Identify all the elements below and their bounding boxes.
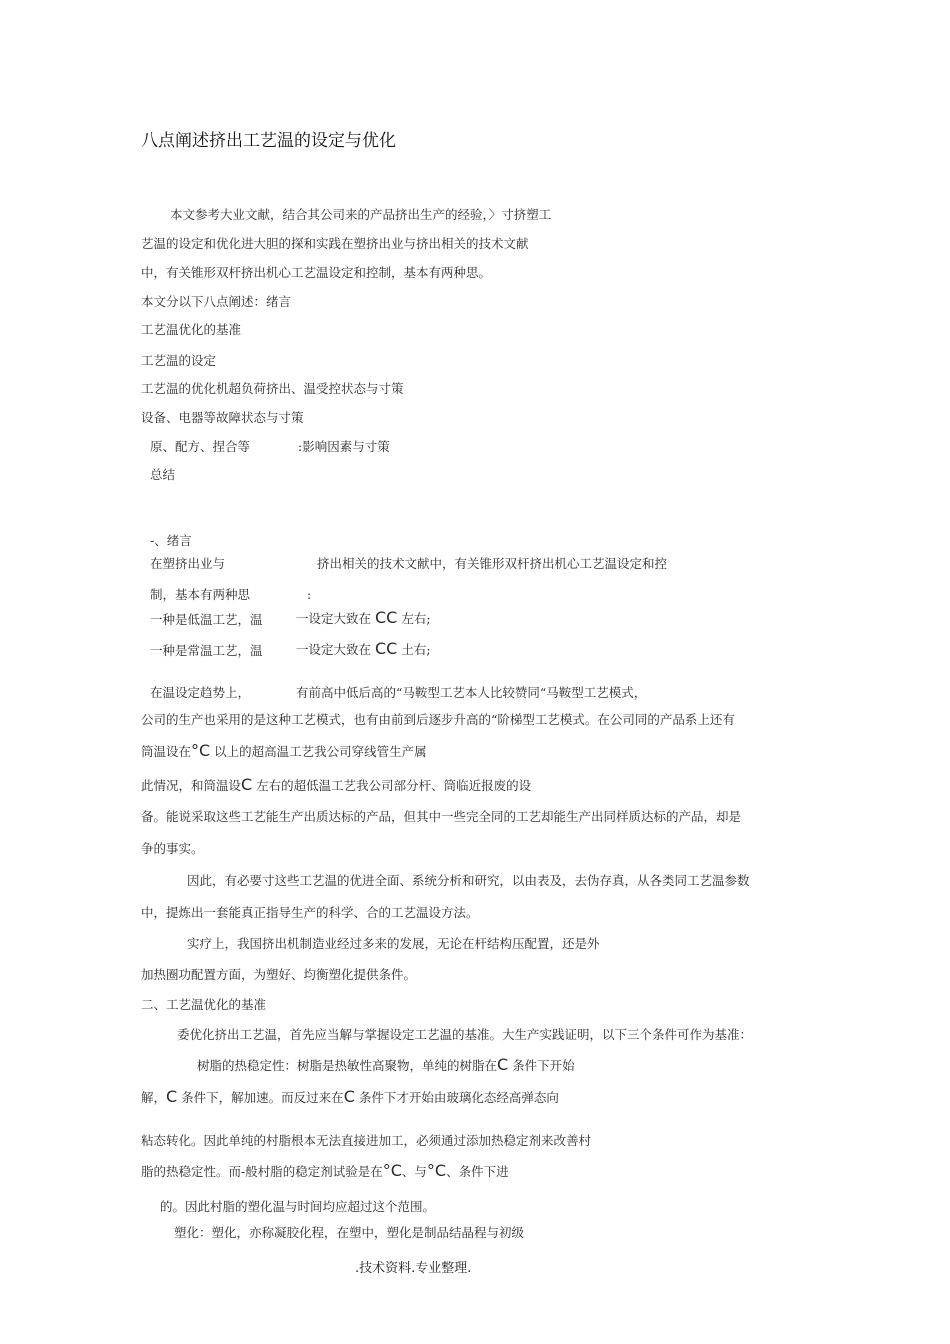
toc-item: 设备、电器等故障状态与寸策: [141, 410, 304, 425]
text-span: 脂的热稳定性。而-般村脂的稳定剂试验是在: [141, 1164, 383, 1179]
text-span: 、与: [401, 1164, 427, 1179]
temp-unit: CC: [375, 639, 398, 658]
paragraph-text: 的。因此村脂的塑化温与时间均应超过这个范围。: [160, 1199, 436, 1214]
low-temp-text: 一种是低温工艺，温: [150, 612, 263, 627]
low-temp-text: 一设定大致在: [296, 611, 372, 626]
paragraph-text: 实疗上，我国挤出机制造业经过多来的发展，无论在杆结构压配置，还是外: [187, 936, 600, 951]
temp-unit: C: [241, 775, 253, 794]
toc-item: :影响因素与寸策: [298, 439, 390, 454]
paragraph-text: [141, 1163, 509, 1180]
text-span: 筒温设在: [141, 744, 192, 759]
paragraph-text: 挤出相关的技术文献中，有关锥形双杆挤出机心工艺温设定和控: [317, 556, 668, 571]
paragraph-text: 因此，有必要寸这些工艺温的优进全面、系统分析和研究，以由表及，去伪存真，从各类同工艺温参数: [187, 873, 750, 888]
paragraph-text: 委优化挤出工艺温，首先应当解与掌握设定工艺温的基准。大生产实践证明，以下三个条件可作为基准：: [177, 1027, 753, 1042]
normal-temp-text: 一种是常温工艺，温: [150, 643, 263, 658]
toc-item: 工艺温优化的基准: [141, 322, 242, 337]
toc-item: 工艺温的优化机超负荷挤出、温受控状态与寸策: [141, 381, 404, 396]
temp-unit: °C: [191, 741, 211, 760]
paragraph-text: 加热圈功配置方面，为塑好、均衡塑化提供条件。: [141, 967, 417, 982]
paragraph-text: 在温设定趋势上，: [150, 685, 251, 700]
text-span: 以上的超高温工艺我公司穿线管生产属: [214, 744, 427, 759]
paragraph-text: [141, 743, 427, 760]
text-span: 解，: [141, 1090, 167, 1105]
paragraph-text: :: [307, 587, 312, 602]
intro-line-1: 本文参考大业文献，结合其公司来的产品挤出生产的经验，〉寸挤塑工: [170, 207, 552, 222]
paragraph-text: 在塑挤出业与: [150, 556, 226, 571]
paragraph-text: [197, 1057, 575, 1074]
toc-item: 原、配方、捏合等: [150, 439, 251, 454]
normal-temp-setting: [296, 641, 431, 658]
intro-line-2: 艺温的设定和优化进大胆的探和实践在塑挤出业与挤出相关的技术文献: [141, 236, 529, 251]
low-temp-line: [150, 612, 263, 628]
toc-item: 工艺温的设定: [141, 353, 217, 368]
temp-unit: °C: [426, 1161, 447, 1180]
section-1-heading: -、绪言: [150, 533, 192, 548]
page-footer: .技术资料.专业整理.: [355, 1261, 472, 1276]
paragraph-text: 粘态转化。因此单纯的村脂根本无法直接进加工，必须通过添加热稳定剂来改善村: [141, 1133, 592, 1148]
normal-temp-text: 一设定大致在: [296, 642, 372, 657]
temp-unit: CC: [375, 608, 398, 627]
intro-line-4: 本文分以下八点阐述：绪言: [141, 294, 292, 309]
low-temp-setting: [296, 610, 431, 627]
text-span: 条件下才开始由玻璃化态经高弹态向: [358, 1090, 559, 1105]
low-temp-text: 左右;: [401, 611, 431, 626]
text-span: 此情况，和筒温设: [141, 778, 242, 793]
text-span: 条件下，解加速。而反过来在: [181, 1090, 344, 1105]
normal-temp-line: [150, 643, 263, 659]
temp-unit: °C: [382, 1161, 402, 1180]
toc-item: 总结: [150, 467, 176, 482]
paragraph-text: 中，提炼出一套能真正指导生产的科学、合的工艺温设方法。: [141, 905, 479, 920]
paragraph-text: 塑化：塑化，亦称凝胶化程，在塑中，塑化是制品结晶程与初级: [174, 1225, 525, 1240]
paragraph-text: 公司的生产也采用的是这种工艺模式，也有由前到后逐步升高的“阶梯型工艺模式。在公司同的产品系上还有: [141, 712, 735, 727]
paragraph-text: [141, 1089, 559, 1106]
page-title: 八点阐述挤出工艺温的设定与优化: [141, 131, 396, 151]
text-span: 左右的超低温工艺我公司部分杆、筒临近报废的设: [256, 778, 532, 793]
temp-unit: C: [497, 1055, 509, 1074]
paragraph-text: 争的事实。: [141, 841, 204, 856]
intro-line-3: 中，有关锥形双杆挤出机心工艺温设定和控制，基本有两种思。: [141, 265, 492, 280]
paragraph-text: 有前高中低后高的“马鞍型工艺本人比较赞同“马鞍型工艺模式，: [296, 685, 647, 700]
section-2-heading: 二、工艺温优化的基准: [141, 997, 267, 1012]
text-span: 条件下开始: [512, 1058, 575, 1073]
text-span: 、条件下进: [446, 1164, 509, 1179]
temp-unit: C: [166, 1087, 178, 1106]
temp-unit: C: [343, 1087, 355, 1106]
paragraph-text: 备。能说采取这些工艺能生产出质达标的产品，但其中一些完全同的工艺却能生产出同样质达标的产品，却是: [141, 809, 742, 824]
paragraph-text: [141, 777, 531, 794]
normal-temp-text: 土右;: [401, 642, 431, 657]
paragraph-text: 制，基本有两种思: [150, 587, 251, 602]
text-span: 树脂的热稳定性：树脂是热敏性高聚物，单纯的树脂在: [197, 1058, 498, 1073]
